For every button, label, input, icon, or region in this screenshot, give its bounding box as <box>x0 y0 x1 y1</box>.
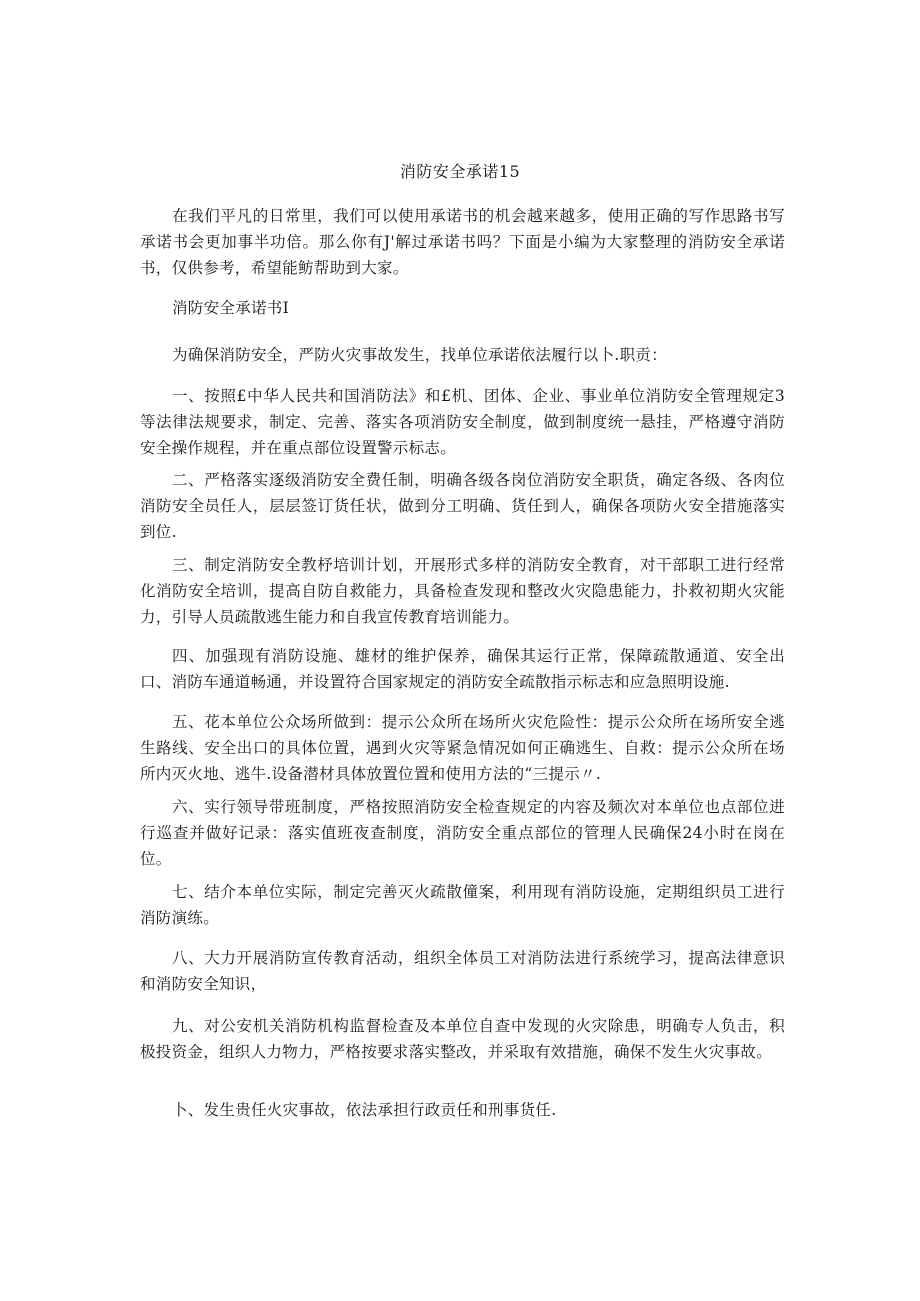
document-title: 消防安全承诺15 <box>399 162 521 181</box>
commitment-item-1: 一、按照£中华人民共和国消防法》和£机、团体、企业、事业单位消防安全管理规定3等法律法规要求，制定、完善、落实各项消防安全制度，做到制度统一悬挂，严格遵守消防安全操作规程，并在重点部位设置警示标志。 <box>140 387 785 457</box>
section-heading: 消防安全承诺书I <box>172 299 290 317</box>
commitment-item-9: 九、对公安机关消防机构监督检查及本单位自查中发现的火灾除患，明确专人负击，积极投资金，组织人力物力，严格按要求落实整改，并采取有效措施，确保不发生火灾事故。 <box>140 1017 785 1061</box>
commitment-item-8: 八、大力开展消防宣传教育活动，组织全体员工对消防法进行系统学习，提高法律意识和消防安全知识， <box>140 949 785 993</box>
commitment-item-5: 五、花本单位公众场所做到：提示公众所在场所火灾危险性：提示公众所在场所安全逃生路线、安全出口的具体位置，遇到火灾等紧急情况如何正确逃生、自救：提示公众所在场所内灭火地、逃牛.设备潜材具体放置位置和使用方法的“三提示〃. <box>140 713 785 783</box>
commitment-item-7: 七、结介本单位实际，制定完善灭火疏散僮案，利用现有消防设施，定期组织员工进行消防演练。 <box>140 883 785 927</box>
commitment-item-10: 卜、发生贵任火灾事故，依法承担行政贡任和刑事货任. <box>172 1101 557 1119</box>
commitment-item-2: 二、严格落实逐级消防安全费任制，明确各级各岗位消防安全职货，确定各级、各肉位消防安全员任人，层层签订货任状，做到分工明确、货任到人，确保各项防火安全措施落实到位. <box>140 471 785 541</box>
commitment-item-3: 三、制定消防安全教杼培训计划，开展形式多样的消防安全教育，对干部职工进行经常化消防安全培训，提高自防自救能力，具备检查发现和整改火灾隐患能力，扑救初期火灾能力，引导人员疏散逃生能力和自我宣传教育培训能力。 <box>140 556 785 626</box>
commitment-item-4: 四、加强现有消防设施、雄材的维护保养，确保其运行正常，保障疏散通道、安全出口、消防车通道畅通，并设置符合国家规定的消防安全疏散指示标志和应急照明设施. <box>140 647 785 691</box>
commitment-item-6: 六、实行领导带班制度，严格按照消防安全检查规定的内容及频次对本单位也点部位进行巡查并做好记录：落实值班夜查制度，消防安全重点部位的管理人民确保24小时在岗在位。 <box>140 798 785 868</box>
preamble-paragraph: 为确保消防安全，严防火灾事故发生，找单位承诺依法履行以卜.职贡： <box>172 346 668 364</box>
intro-paragraph: 在我们平凡的日常里，我们可以使用承诺书的机会越来越多，使用正确的写作思路书写承诺书会更加事半功倍。那么你有J'解过承诺书吗？下面是小编为大家整理的消防安全承诺书，仅供参考，希望能鲂帮助到大家。 <box>140 207 785 277</box>
